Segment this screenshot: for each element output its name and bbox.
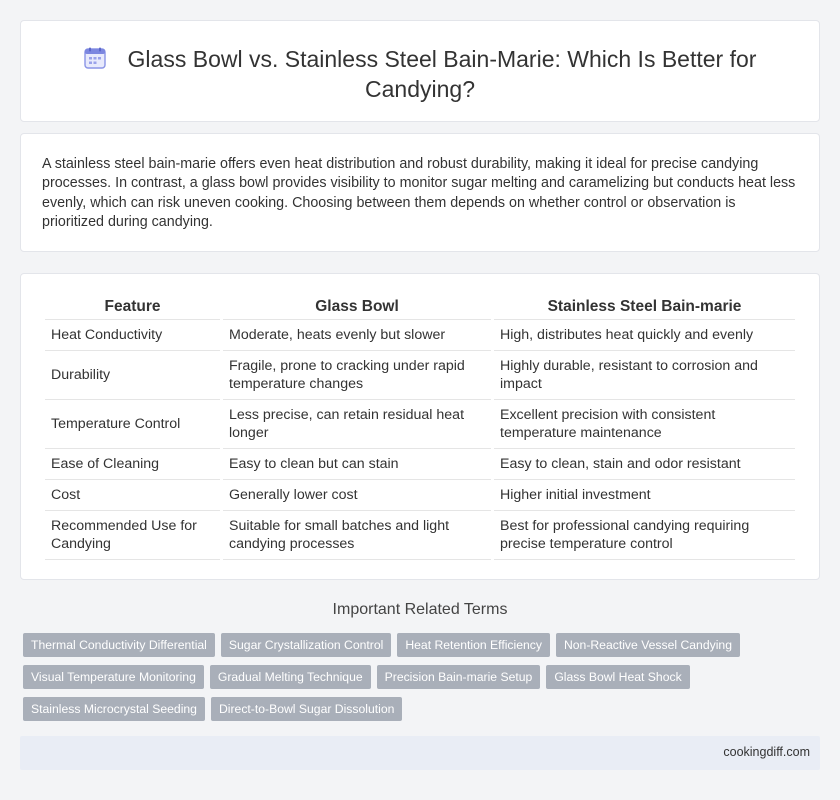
cell-feature: Heat Conductivity	[45, 320, 220, 351]
header-bain-marie: Stainless Steel Bain-marie	[494, 296, 795, 320]
related-term-tag[interactable]: Visual Temperature Monitoring	[23, 665, 204, 689]
related-term-tag[interactable]: Gradual Melting Technique	[210, 665, 371, 689]
cell-feature: Ease of Cleaning	[45, 449, 220, 480]
related-term-tag[interactable]: Stainless Microcrystal Seeding	[23, 697, 205, 721]
cell-glass-bowl: Moderate, heats evenly but slower	[223, 320, 491, 351]
comparison-table	[42, 296, 798, 560]
cell-feature: Temperature Control	[45, 400, 220, 449]
related-term-tag[interactable]: Thermal Conductivity Differential	[23, 633, 215, 657]
comparison-card	[20, 273, 820, 580]
title-card	[20, 20, 820, 122]
cell-bain-marie: Higher initial investment	[494, 480, 795, 511]
cell-feature: Recommended Use for Candying	[45, 511, 220, 560]
related-term-tag[interactable]: Direct-to-Bowl Sugar Dissolution	[211, 697, 402, 721]
related-term-tag[interactable]: Sugar Crystallization Control	[221, 633, 391, 657]
related-term-tag[interactable]: Precision Bain-marie Setup	[377, 665, 541, 689]
tag-row	[23, 697, 803, 729]
cell-bain-marie: Excellent precision with consistent temperature maintenance	[494, 400, 795, 449]
table-header-row	[45, 296, 795, 320]
calendar-icon	[84, 47, 106, 69]
related-terms-list	[23, 633, 803, 729]
table-row	[45, 400, 795, 449]
cell-glass-bowl: Less precise, can retain residual heat longer	[223, 400, 491, 449]
footer	[20, 736, 820, 770]
table-row	[45, 351, 795, 400]
cell-bain-marie: Easy to clean, stain and odor resistant	[494, 449, 795, 480]
table-row	[45, 511, 795, 560]
summary-text: A stainless steel bain-marie offers even heat distribution and robust durability, making it ideal for precise candying processes. In contrast, a glass bowl provides visibility to monitor sugar melting and caramelizing but conducts heat less evenly, which can risk uneven cooking. Choosing between them depends on whether control or observation is prioritized during candying.	[42, 156, 796, 230]
cell-glass-bowl: Generally lower cost	[223, 480, 491, 511]
tag-row	[23, 633, 803, 665]
related-term-tag[interactable]: Glass Bowl Heat Shock	[546, 665, 689, 689]
table-row	[45, 480, 795, 511]
header-feature: Feature	[45, 296, 220, 320]
related-term-tag[interactable]: Non-Reactive Vessel Candying	[556, 633, 740, 657]
cell-glass-bowl: Fragile, prone to cracking under rapid temperature changes	[223, 351, 491, 400]
summary-card	[20, 133, 820, 252]
table-row	[45, 320, 795, 351]
cell-bain-marie: Highly durable, resistant to corrosion and impact	[494, 351, 795, 400]
related-terms-title: Important Related Terms	[332, 601, 508, 618]
cell-bain-marie: High, distributes heat quickly and evenly	[494, 320, 795, 351]
cell-bain-marie: Best for professional candying requiring precise temperature control	[494, 511, 795, 560]
cell-feature: Cost	[45, 480, 220, 511]
related-term-tag[interactable]: Heat Retention Efficiency	[397, 633, 550, 657]
cell-glass-bowl: Suitable for small batches and light candying processes	[223, 511, 491, 560]
tag-row	[23, 665, 803, 697]
cell-feature: Durability	[45, 351, 220, 400]
page-title: Glass Bowl vs. Stainless Steel Bain-Marie: Which Is Better for Candying?	[127, 46, 757, 102]
header-glass-bowl: Glass Bowl	[223, 296, 491, 320]
footer-site-link[interactable]: cookingdiff.com	[723, 745, 810, 759]
table-row	[45, 449, 795, 480]
cell-glass-bowl: Easy to clean but can stain	[223, 449, 491, 480]
title-wrap	[21, 44, 819, 104]
